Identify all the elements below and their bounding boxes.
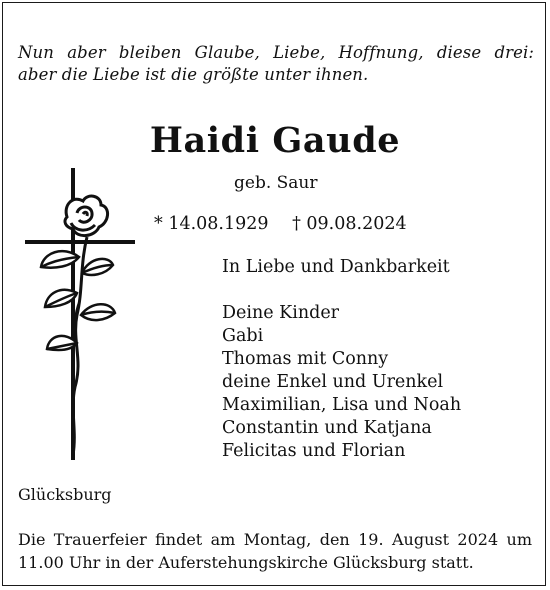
birth-date: * 14.08.1929 <box>154 214 269 234</box>
verse-line-1: Nun aber bleiben Glaube, Liebe, Hoffnung, diese drei: <box>18 43 534 62</box>
mourner-line: Thomas mit Conny <box>222 349 389 369</box>
place-name: Glücksburg <box>18 485 112 504</box>
mourner-line: Constantin und Katjana <box>222 418 432 438</box>
mourners-intro: In Liebe und Dankbarkeit <box>222 257 450 277</box>
mourner-line: Deine Kinder <box>222 303 340 323</box>
mourner-line: Maximilian, Lisa und Noah <box>222 395 462 415</box>
deceased-name: Haidi Gaude <box>149 120 401 161</box>
cross-with-rose-icon <box>25 165 140 465</box>
notice-line-2: 11.00 Uhr in der Auferstehungskirche Glücksburg statt. <box>18 553 474 572</box>
mourners-block <box>222 256 461 463</box>
mourner-line: Gabi <box>222 326 264 346</box>
birth-name: geb. Saur <box>234 173 318 193</box>
life-dates <box>154 214 407 234</box>
bible-verse <box>18 42 534 86</box>
mourner-line: deine Enkel und Urenkel <box>222 372 444 392</box>
notice-line-1: Die Trauerfeier findet am Montag, den 19. August 2024 um <box>18 530 532 549</box>
mourner-line: Felicitas und Florian <box>222 441 406 461</box>
death-date: † 09.08.2024 <box>292 214 407 234</box>
verse-line-2: aber die Liebe ist die größte unter ihnen. <box>18 65 369 84</box>
funeral-notice <box>18 528 532 574</box>
